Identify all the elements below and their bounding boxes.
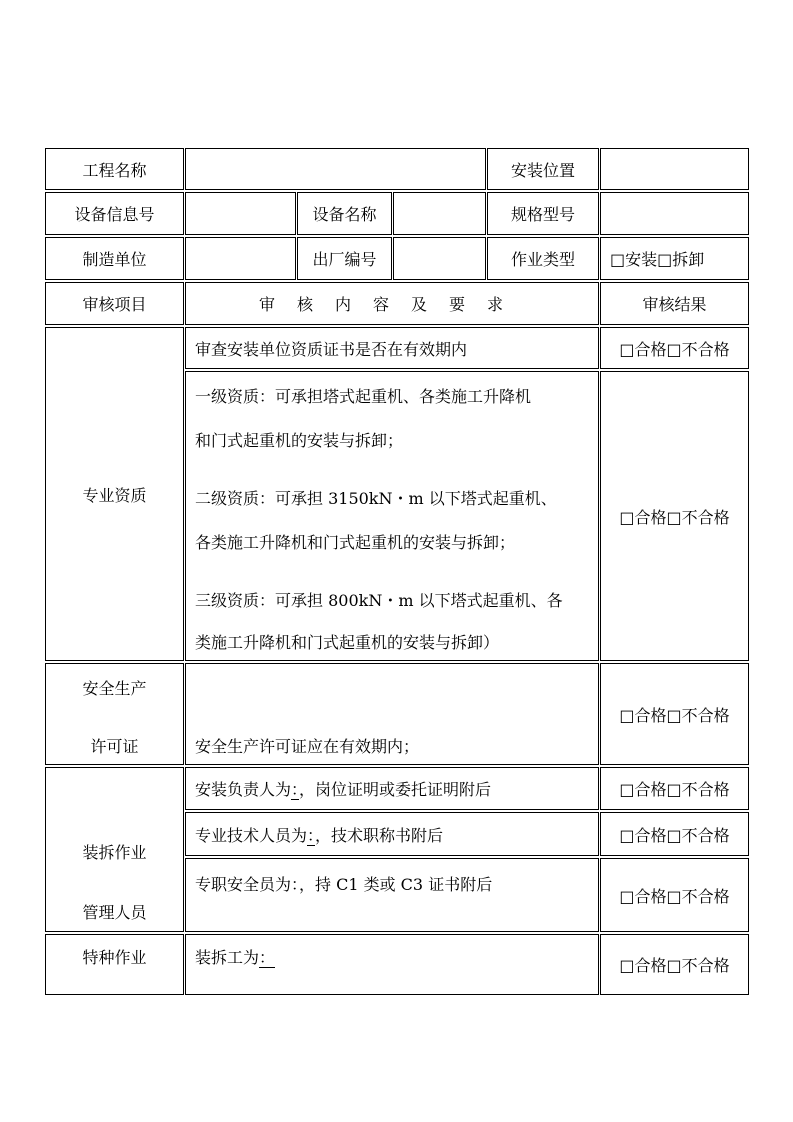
level2-line2: 各类施工升降机和门式起重机的安装与拆卸； (195, 533, 516, 552)
qualification-levels-result[interactable] (600, 371, 749, 661)
label-text: 工程名称 (82, 160, 147, 180)
header-text: 审核结果 (642, 295, 707, 314)
safety-officer-result[interactable] (600, 858, 749, 932)
install-leader-row (185, 767, 599, 810)
special-work-blank[interactable]: ： (259, 948, 276, 967)
result-checkboxes[interactable]: □合格□不合格 (619, 886, 730, 906)
special-work-content (185, 934, 599, 995)
safety-permit-result[interactable] (600, 663, 749, 765)
header-content (185, 282, 599, 325)
special-work-text (195, 945, 275, 968)
spec-model-field[interactable] (600, 192, 749, 235)
install-location-field[interactable] (600, 148, 749, 190)
level2-line1: 二级资质：可承担 3150kN・m 以下塔式起重机、 (195, 489, 557, 508)
label-text: 作业类型 (510, 250, 575, 269)
label-line2: 许可证 (90, 737, 139, 756)
factory-no-field[interactable] (393, 237, 486, 280)
result-checkboxes[interactable]: □合格□不合格 (619, 956, 730, 975)
label-text: 设备信息号 (74, 205, 155, 224)
label-text: 安装位置 (510, 160, 575, 180)
qualification-check-result[interactable] (600, 327, 749, 369)
device-name-label (297, 192, 392, 235)
project-name-field[interactable] (185, 148, 486, 190)
manufacturer-field[interactable] (185, 237, 296, 280)
tech-staff-blank[interactable]: ： (307, 825, 316, 845)
tech-staff-row (185, 812, 599, 856)
label-line2: 管理人员 (82, 903, 147, 922)
level3-line1: 三级资质：可承担 800kN・m 以下塔式起重机、各 (195, 591, 563, 610)
label-text: 制造单位 (82, 250, 147, 269)
qualification-check (185, 327, 599, 369)
prefix: 安装负责人为 (195, 780, 292, 799)
result-checkboxes[interactable]: □合格□不合格 (619, 339, 730, 359)
device-name-field[interactable] (393, 192, 486, 235)
special-work-result[interactable] (600, 934, 749, 995)
safety-permit-label (45, 663, 184, 765)
label-line1: 装拆作业 (82, 843, 147, 862)
special-work-label (45, 934, 184, 995)
qualification-levels (185, 371, 599, 661)
header-text: 审核项目 (82, 295, 147, 314)
header-item (45, 282, 184, 325)
tech-staff-result[interactable] (600, 812, 749, 856)
checkbox-options[interactable]: □安装□拆卸 (610, 250, 705, 269)
suffix: ，岗位证明或委托证明附后 (299, 780, 492, 799)
factory-no-label (297, 237, 392, 280)
device-info-field[interactable] (185, 192, 296, 235)
install-leader-text (195, 777, 491, 800)
level3-line2: 类施工升降机和门式起重机的安装与拆卸） (195, 633, 500, 652)
work-type-checkboxes[interactable] (600, 237, 749, 280)
install-leader-blank[interactable]: ： (291, 780, 300, 799)
install-location-label (487, 148, 599, 190)
suffix: ，技术职称书附后 (315, 825, 444, 845)
work-type-label (487, 237, 599, 280)
prefix: 专业技术人员为 (195, 825, 308, 845)
label-text: 特种作业 (82, 948, 147, 967)
header-text: 审核内容及要求 (258, 295, 525, 314)
result-checkboxes[interactable]: □合格□不合格 (619, 825, 730, 845)
header-result (600, 282, 749, 325)
tech-staff-text (195, 823, 443, 846)
level1-line1: 一级资质：可承担塔式起重机、各类施工升降机 (195, 387, 532, 406)
project-name-label (45, 148, 184, 190)
qualification-label (45, 327, 184, 661)
management-label (45, 767, 184, 932)
safety-officer-text: 专职安全员为：，持 C1 类或 C3 证书附后 (195, 875, 493, 894)
result-checkboxes[interactable]: □合格□不合格 (619, 705, 730, 725)
spec-model-label (487, 192, 599, 235)
requirement-text: 安全生产许可证应在有效期内； (195, 737, 420, 756)
device-info-label (45, 192, 184, 235)
requirement-text: 审查安装单位资质证书是否在有效期内 (195, 339, 468, 359)
result-checkboxes[interactable]: □合格□不合格 (619, 507, 730, 527)
install-leader-result[interactable] (600, 767, 749, 810)
prefix: 装拆工为 (195, 948, 260, 967)
manufacturer-label (45, 237, 184, 280)
label-text: 专业资质 (82, 485, 147, 505)
label-text: 出厂编号 (312, 250, 377, 269)
safety-officer-row (185, 858, 599, 932)
label-text: 规格型号 (510, 205, 575, 224)
label-text: 设备名称 (312, 205, 377, 224)
safety-permit-content (185, 663, 599, 765)
level1-line2: 和门式起重机的安装与拆卸； (195, 431, 404, 450)
result-checkboxes[interactable]: □合格□不合格 (619, 780, 730, 799)
label-line1: 安全生产 (82, 679, 147, 698)
